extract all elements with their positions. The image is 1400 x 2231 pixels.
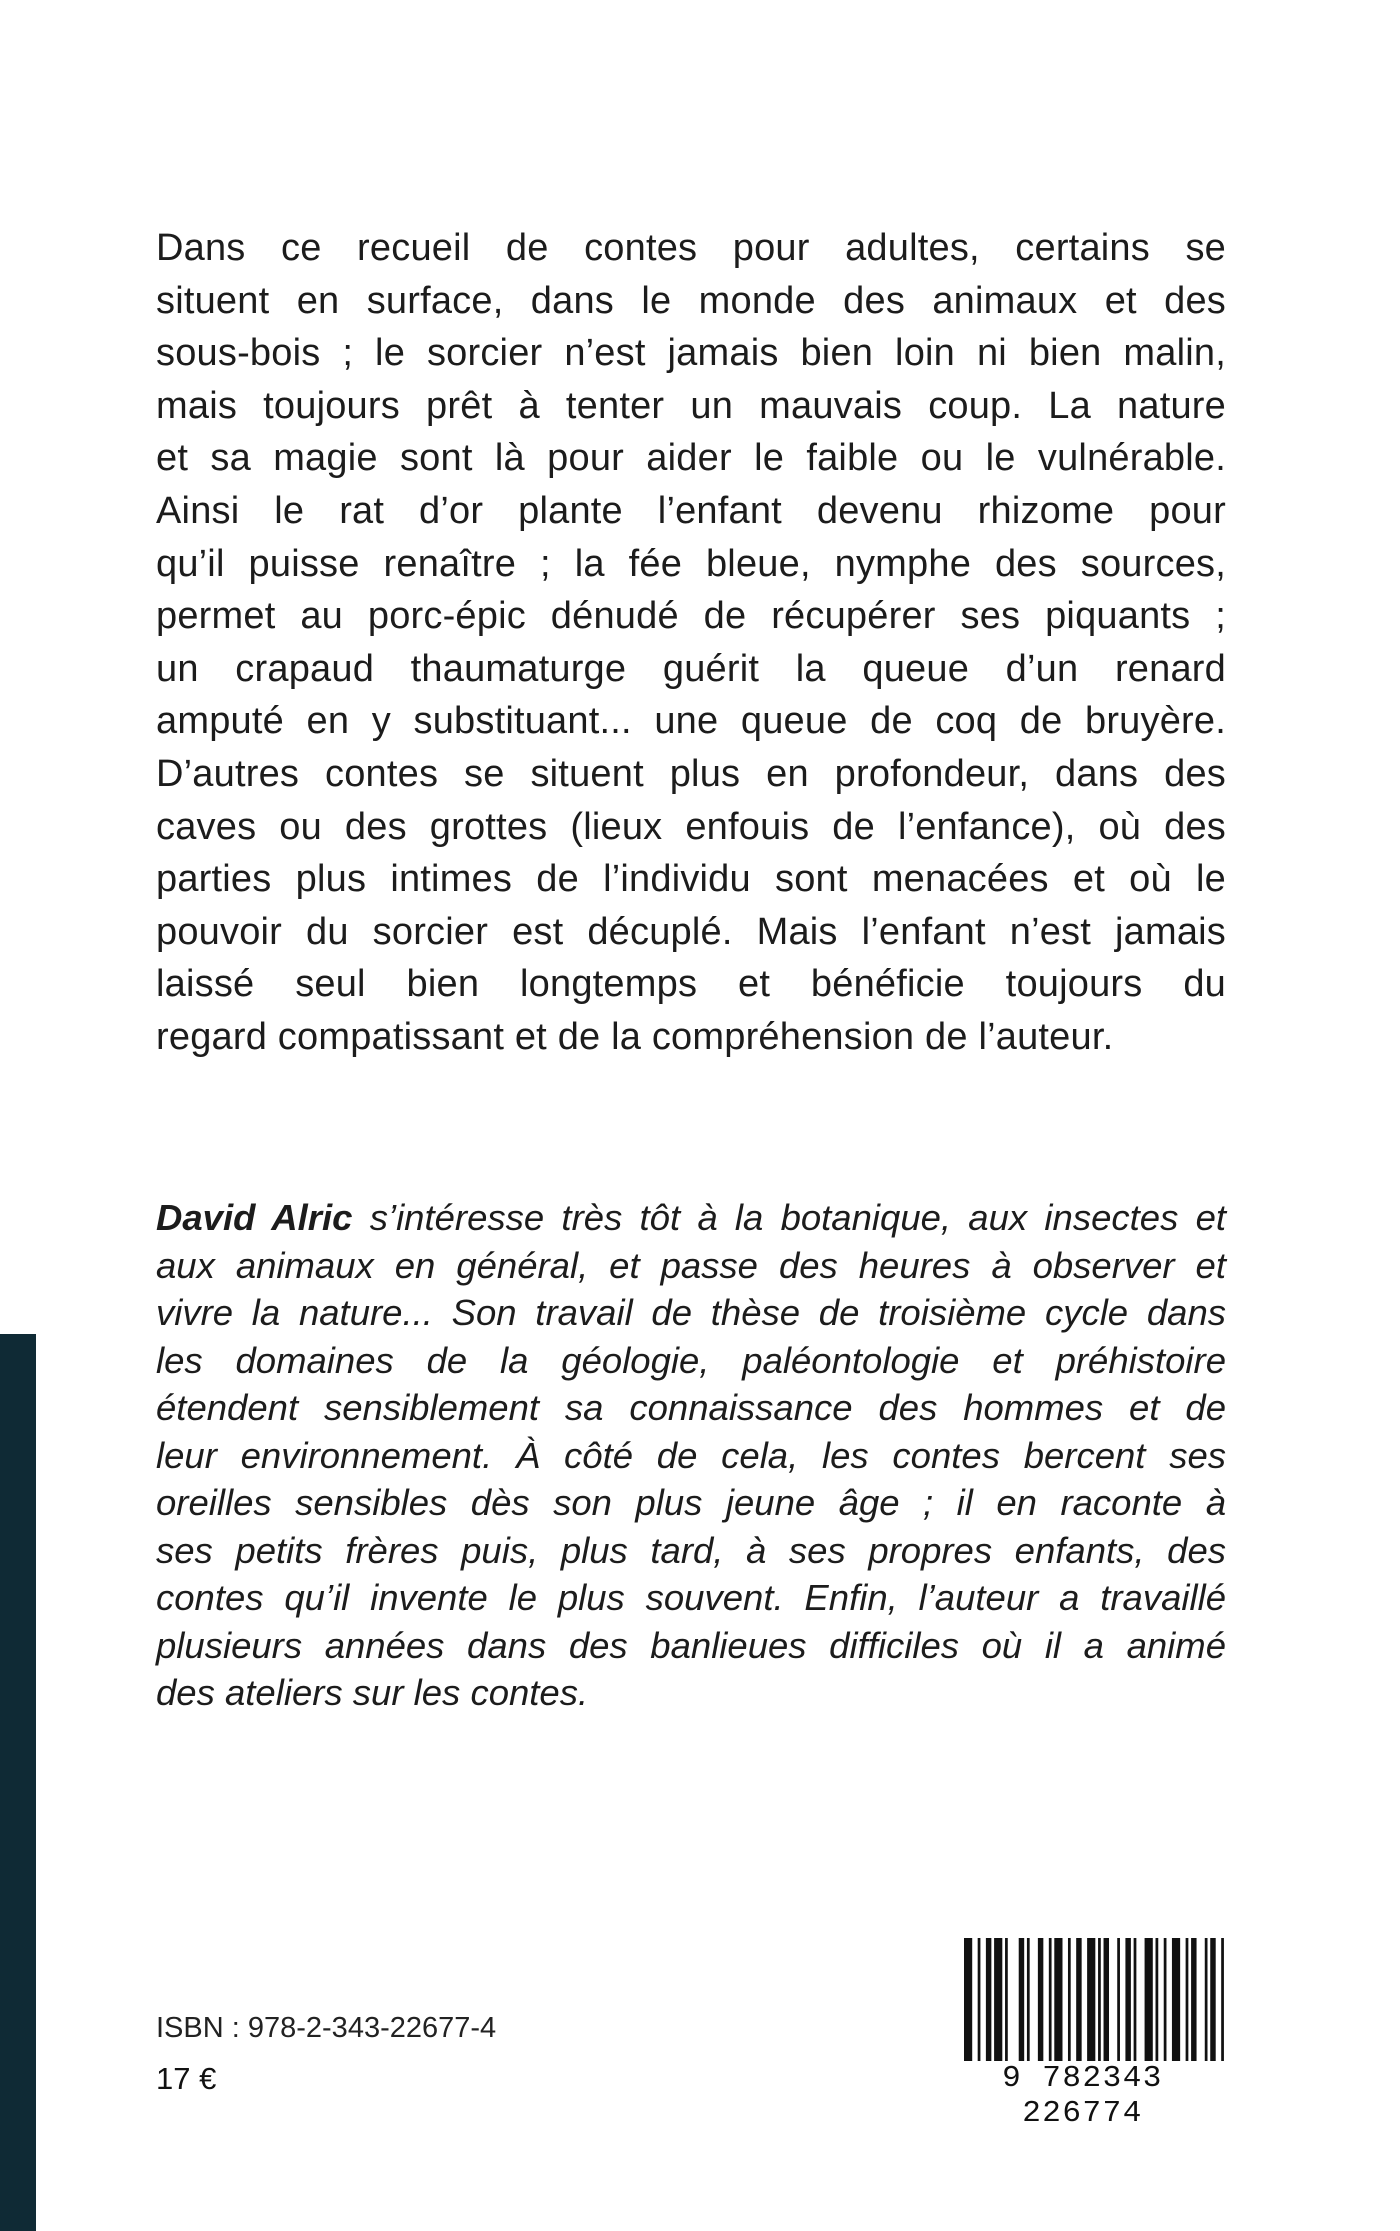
summary-line: mais toujours prêt à tenter un mauvais coup. La nature [156,384,1226,427]
bio-line: étendent sensiblement sa connaissance des hommes et de [156,1387,1226,1428]
summary-line: Ainsi le rat d’or plante l’enfant devenu rhizome pour [156,489,1226,532]
bio-line: leur environnement. À côté de cela, les contes bercent ses [156,1434,1226,1476]
bio-line: vivre la nature... Son travail de thèse de troisième cycle dans [156,1292,1226,1333]
bio-line [156,1194,1226,1242]
summary-line: amputé en y substituant... une queue de coq de bruyère. [156,700,1226,743]
summary-line: permet au porc-épic dénudé de récupérer ses piquants ; [156,595,1226,638]
bio-line: les domaines de la géologie, paléontologie et préhistoire [156,1339,1226,1381]
author-name: David Alric [156,1197,353,1238]
summary-line: regard compatissant et de la compréhension de l’auteur. [156,1015,1114,1058]
summary-line: D’autres contes se situent plus en profondeur, dans des [156,752,1226,795]
author-bio [156,1194,1226,1717]
summary-line: laissé seul bien longtemps et bénéficie toujours du [156,963,1226,1006]
summary-line: sous-bois ; le sorcier n’est jamais bien loin ni bien malin, [156,332,1226,375]
summary-line: pouvoir du sorcier est décuplé. Mais l’enfant n’est jamais [156,910,1226,953]
summary-line: situent en surface, dans le monde des animaux et des [156,279,1226,322]
isbn: ISBN : 978-2-343-22677-4 [156,2012,497,2044]
spine-color-bar [0,1334,36,2231]
bio-line: oreilles sensibles dès son plus jeune âge ; il en raconte à [156,1482,1226,1523]
bio-line: ses petits frères puis, plus tard, à ses propres enfants, des [156,1529,1226,1571]
bio-first-line-text: s’intéresse très tôt à la botanique, aux insectes et [352,1197,1227,1238]
summary-line: parties plus intimes de l’individu sont menacées et où le [156,858,1226,901]
summary-line: Dans ce recueil de contes pour adultes, certains se [156,227,1226,269]
bio-line: contes qu’il invente le plus souvent. Enfin, l’auteur a travaillé [156,1577,1226,1618]
barcode-digits: 9 782343 226774 [940,2061,1225,2131]
summary-line: caves ou des grottes (lieux enfouis de l’enfance), où des [156,805,1226,848]
bio-line: plusieurs années dans des banlieues difficiles où il a animé [156,1624,1226,1666]
bio-line: aux animaux en général, et passe des heures à observer et [156,1244,1226,1286]
price: 17 € [156,2061,217,2096]
bio-line: des ateliers sur les contes. [156,1672,589,1713]
summary-line: un crapaud thaumaturge guérit la queue d’un renard [156,647,1226,690]
summary-line: qu’il puisse renaître ; la fée bleue, nymphe des sources, [156,542,1226,585]
summary-line: et sa magie sont là pour aider le faible ou le vulnérable. [156,437,1226,480]
summary-text [156,222,1226,1064]
